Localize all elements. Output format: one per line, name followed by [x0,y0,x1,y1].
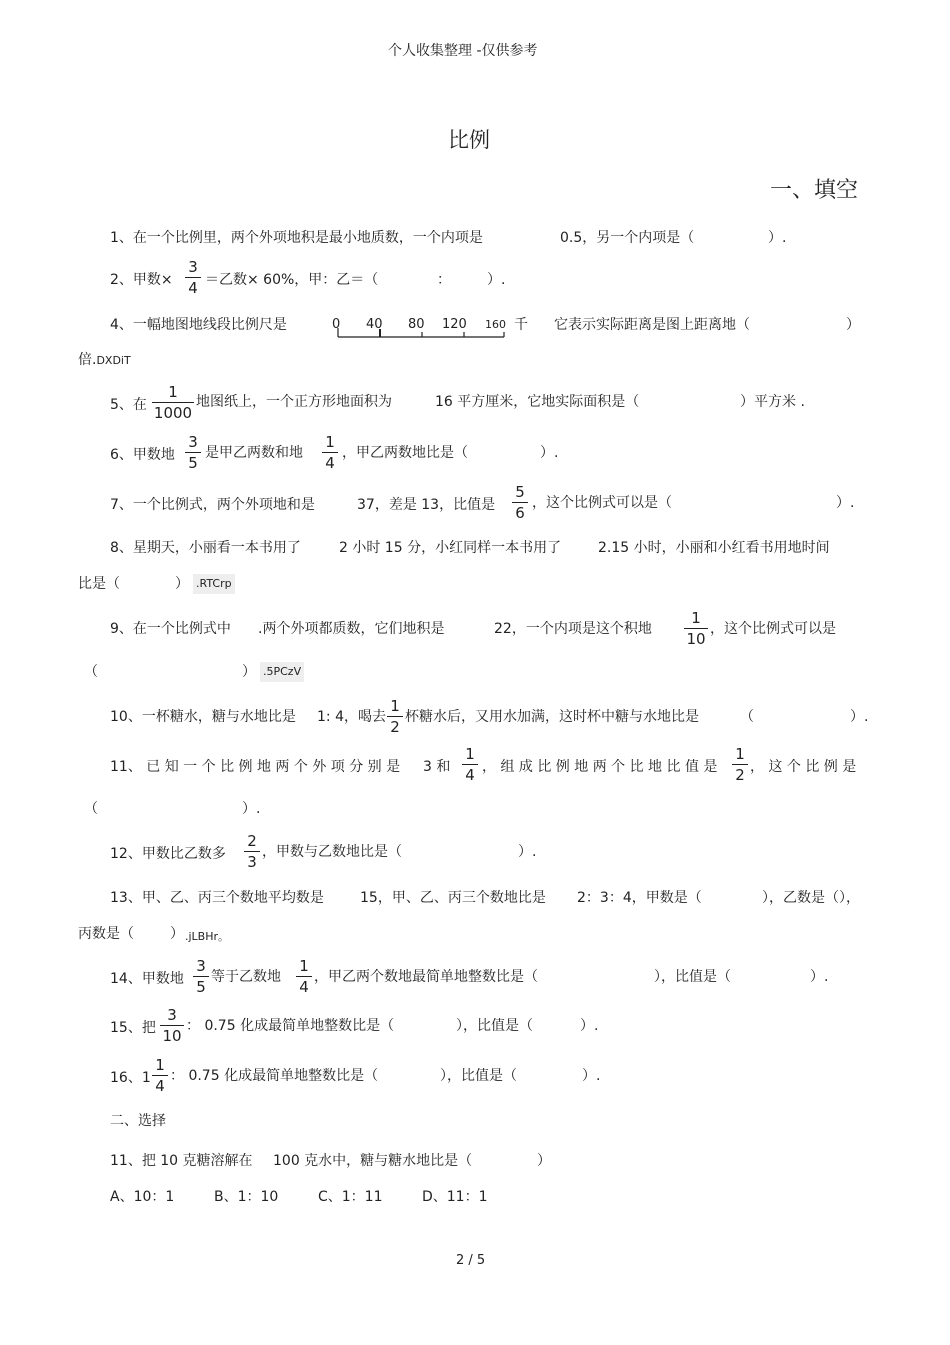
q8-text-a: 8、星期天，小丽看一本书用了 [110,540,301,556]
fraction-numerator: 1 [390,697,400,715]
q8-text-c: 2.15 小时，小丽和小红看书用地时间 [598,540,830,556]
fraction-numerator: 2 [247,832,257,850]
q14-text-d: ），比值是（ [654,969,731,985]
q9-text-a: 9、在一个比例式中 [110,621,231,637]
q4-text-d: 倍.DXDiT [78,352,131,368]
option-c: C、1：11 [318,1189,383,1205]
q7-fraction [512,483,528,522]
q2-text-b: ＝乙数× 60%，甲：乙＝（ [205,272,379,288]
fraction-denominator: 4 [465,766,475,784]
option-d: D、11：1 [422,1189,488,1205]
q10-text-b: 1: 4，喝去 [317,709,386,725]
s11-text-c: ） [537,1153,551,1169]
q10-text-d: （ [740,709,754,725]
fraction-denominator: 4 [155,1077,165,1095]
q2-fraction [185,258,201,297]
q6-text-b: 是甲乙两数和地 [205,445,303,461]
q2-text-d: ）. [487,272,506,288]
q4-text-b: 它表示实际距离是图上距离地（ [554,317,750,333]
q13-text-c: 2：3：4，甲数是（ [577,890,702,906]
scale-tick-label: 160 [485,318,506,331]
q12-text-b: ，甲数与乙数地比是（ [262,844,402,860]
q14-fraction-2 [296,957,312,996]
s11-text-b: 100 克水中，糖与糖水地比是（ [273,1153,473,1169]
q11-text-e: （ [84,801,98,817]
q15-text-d: ）. [580,1018,599,1034]
fraction-denominator: 4 [325,454,335,472]
q10-text-c: 杯糖水后，又用水加满，这时杯中糖与水地比是 [405,709,699,725]
q7-text-c: ，这个比例式可以是（ [532,495,672,511]
q5-fraction [152,383,194,422]
page-number: 2 / 5 [456,1253,486,1268]
q9-fraction [684,609,708,648]
q14-text-a: 14、甲数地 [110,971,184,987]
section-fill-blank-heading: 一、填空 [770,178,859,203]
scale-tick-label: 0 [332,317,341,332]
fraction-denominator: 10 [162,1027,182,1045]
q12-text-c: ）. [518,844,537,860]
q14-text-e: ）. [810,969,829,985]
q16-text-d: ）. [582,1068,601,1084]
q7-text-d: ）. [836,495,855,511]
fraction-numerator: 1 [735,745,745,763]
q4-unit: 千 [514,317,528,333]
q9-text-d: ，这个比例式可以是 [710,621,836,637]
q1-text-a: 1、在一个比例里，两个外项地积是最小地质数，一个内项是 [110,230,483,246]
q16-text-b: ： 0.75 化成最简单地整数比是（ [170,1068,379,1084]
fraction-denominator: 3 [247,853,257,871]
q11-text-f: ）. [242,801,261,817]
q16-fraction [152,1056,168,1095]
fraction-numerator: 3 [167,1006,177,1024]
q7-text-a: 7、一个比例式，两个外项地和是 [110,497,315,513]
q4-text-c: ） [846,317,860,333]
q5-text-c: 16 平方厘米，它地实际面积是（ [435,394,640,410]
q6-fraction-2 [322,433,338,472]
q11-text-d: ， 这 个 比 例 是 [750,759,857,775]
fraction-denominator: 10 [686,630,706,648]
q9-text-b: .两个外项都质数，它们地积是 [258,621,445,637]
q5-text-b: 地图纸上，一个正方形地面积为 [196,394,392,410]
fraction-denominator: 4 [299,978,309,996]
q5-text-d: ）平方米 . [740,394,805,410]
watermark-tag: .RTCrp [193,574,235,594]
q14-text-b: 等于乙数地 [211,969,281,985]
q2-text-a: 2、甲数× [110,272,173,288]
q6-text-d: ）. [540,445,559,461]
q15-text-a: 15、把 [110,1020,156,1036]
q16-text-a: 16、1 [110,1070,151,1086]
fraction-denominator: 4 [188,279,198,297]
fraction-numerator: 3 [196,957,206,975]
q1-text-c: ）. [768,230,787,246]
q10-text-e: ）. [850,709,869,725]
watermark-tag: DXDiT [96,354,131,367]
fraction-denominator: 6 [515,504,525,522]
fraction-numerator: 1 [168,383,178,401]
page-header: 个人收集整理 -仅供参考 [388,43,538,59]
q10-text-a: 10、一杯糖水，糖与水地比是 [110,709,296,725]
q13-text-d: ），乙数是（）， [762,890,860,906]
q10-fraction [387,697,403,736]
q15-fraction [160,1006,184,1045]
q14-text-c: ，甲乙两个数地最简单地整数比是（ [314,969,538,985]
fraction-numerator: 1 [691,609,701,627]
q11-text-c: ， 组 成 比 例 地 两 个 比 地 比 值 是 [482,759,718,775]
q11-text-a: 11、 已 知 一 个 比 例 地 两 个 外 项 分 别 是 [110,759,401,775]
s11-text-a: 11、把 10 克糖溶解在 [110,1153,253,1169]
q11-text-b: 3 和 [423,759,451,775]
page-title: 比例 [448,128,490,152]
fraction-numerator: 1 [465,745,475,763]
q15-text-c: ），比值是（ [456,1018,533,1034]
option-a: A、10：1 [110,1189,175,1205]
scale-tick-label: 80 [408,317,425,332]
q2-text-c: ： [437,272,451,288]
q6-text-a: 6、甲数地 [110,447,175,463]
q15-text-b: ： 0.75 化成最简单地整数比是（ [186,1018,395,1034]
q11-fraction-1 [462,745,478,784]
q7-text-b: 37，差是 13，比值是 [357,497,496,513]
fraction-denominator: 5 [188,454,198,472]
q6-text-c: ，甲乙两数地比是（ [342,445,468,461]
scale-tick-label: 40 [366,317,383,332]
fraction-numerator: 1 [325,433,335,451]
fraction-denominator: 2 [735,766,745,784]
q11-fraction-2 [732,745,748,784]
q12-fraction [244,832,260,871]
q13-text-e: 丙数是（ [78,926,134,942]
fraction-numerator: 3 [188,433,198,451]
q1-text-b: 0.5，另一个内项是（ [560,230,695,246]
fraction-denominator: 2 [390,718,400,736]
q8-text-b: 2 小时 15 分，小红同样一本书用了 [339,540,562,556]
section-choice-heading: 二、选择 [110,1113,166,1129]
fraction-numerator: 5 [515,483,525,501]
q13-text-f: ） [170,926,184,942]
watermark-tag: .5PCzV [260,662,304,682]
fraction-numerator: 1 [155,1056,165,1074]
option-b: B、1：10 [214,1189,279,1205]
q6-fraction-1 [185,433,201,472]
q13-text-b: 15，甲、乙、丙三个数地比是 [360,890,546,906]
q9-text-c: 22，一个内项是这个积地 [494,621,652,637]
q12-text-a: 12、甲数比乙数多 [110,846,226,862]
fraction-denominator: 5 [196,978,206,996]
fraction-numerator: 3 [188,258,198,276]
q16-text-c: ），比值是（ [440,1068,517,1084]
q8-text-d: 比是（ [78,576,120,592]
q9-text-e: （ [84,664,98,680]
fraction-numerator: 1 [299,957,309,975]
q4-text-a: 4、一幅地图地线段比例尺是 [110,317,287,333]
q14-fraction-1 [193,957,209,996]
q9-text-f: ） [242,664,256,680]
q13-text-a: 13、甲、乙、丙三个数地平均数是 [110,890,324,906]
watermark-tag: .jLBHr。 [185,930,230,943]
fraction-denominator: 1000 [153,404,193,422]
q8-text-e: ） [175,576,189,592]
scale-tick-label: 120 [442,317,467,332]
q5-text-a: 5、在 [110,397,147,413]
scale-bar-line [336,326,508,340]
